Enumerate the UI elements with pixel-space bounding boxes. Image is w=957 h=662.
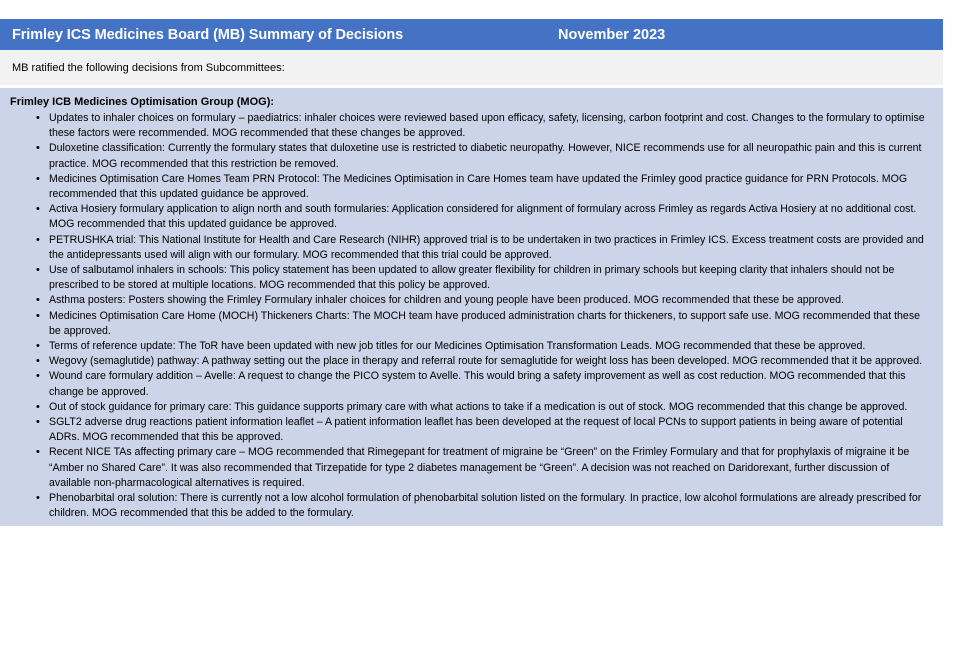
page-title: Frimley ICS Medicines Board (MB) Summary of Decisions [12,26,404,43]
list-item [36,172,933,202]
list-item-text: Recent NICE TAs affecting primary care – MOG recommended that Rimegepant for treatment of migraine be “Green” on the Frimley Formulary and that for prophylaxis of migraine it be “Amber no Shared Care”. It was also recommended that Tirzepatide for type 2 diabetes management be “Green”. A decision was not reached on Daridorexant, further discussion of available non-pharmacological alternatives is required. [49,446,910,489]
list-item [36,309,933,339]
list-item-text: Out of stock guidance for primary care: This guidance supports primary care with what actions to take if a medication is out of stock. MOG recommended that this change be approved. [49,400,908,413]
list-item-text: Phenobarbital oral solution: There is currently not a low alcohol formulation of phenobarbital solution listed on the formulary. In practice, low alcohol formulations are already prescribed for children. MOG recommended that this be added to the formulary. [49,492,922,520]
bullet-icon: • [36,446,40,459]
intro-band [0,50,943,85]
list-item [36,141,933,171]
list-item-text: Medicines Optimisation Care Home (MOCH) Thickeners Charts: The MOCH team have produced administration charts for thickeners, to support safe use. MOG recommended that these be approved. [49,309,921,337]
bullet-icon: • [36,370,40,383]
bullet-icon: • [36,309,40,322]
list-item [36,415,933,445]
list-item-text: PETRUSHKA trial: This National Institute for Health and Care Research (NIHR) approved trial is to be undertaken in two practices in Frimley ICS. Excess treatment costs are provided and the antidepressants used will align with our formulary. MOG recommended that this trial could be approved. [49,233,924,261]
bullet-icon: • [36,203,40,216]
decisions-block [0,88,943,526]
bullet-icon: • [36,416,40,429]
list-item [36,369,933,399]
bullet-icon: • [36,294,40,307]
list-item [36,293,933,308]
list-item [36,263,933,293]
bullet-icon: • [36,355,40,368]
decision-list [0,111,943,521]
bullet-icon: • [36,400,40,413]
list-item [36,111,933,141]
list-item [36,491,933,521]
list-item-text: Medicines Optimisation Care Homes Team PRN Protocol: The Medicines Optimisation in Care Homes team have updated the Frimley good practice guidance for PRN Protocols. MOG recommended that this updated guidance be approved. [49,172,908,201]
group-heading: Frimley ICB Medicines Optimisation Group (MOG): [10,96,275,108]
list-item [36,400,933,415]
bullet-icon: • [36,142,40,155]
list-item [36,354,933,369]
list-item-text: Wegovy (semaglutide) pathway: A pathway setting out the place in therapy and referral route for semaglutide for weight loss has been developed. MOG recommended that it be approved. [49,355,923,368]
list-item [36,233,933,263]
bullet-icon: • [36,492,40,505]
intro-text: MB ratified the following decisions from Subcommittees: [12,61,285,74]
list-item [36,202,933,232]
list-item [36,339,933,354]
list-item-text: Terms of reference update: The ToR have been updated with new job titles for our Medicines Optimisation Transformation Leads. MOG recommended that these be approved. [49,340,866,353]
list-item-text: Duloxetine classification: Currently the formulary states that duloxetine use is restricted to diabetic neuropathy. However, NICE recommends use for all neuropathic pain and this is current practice. MOG recommended that this restriction be removed. [49,142,922,170]
list-item-text: Asthma posters: Posters showing the Frimley Formulary inhaler choices for children and young people have been produced. MOG recommended that these be approved. [49,294,844,307]
list-item-text: Use of salbutamol inhalers in schools: This policy statement has been updated to allow greater flexibility for children in primary schools but keeping clarity that inhalers should not be prescribed to be stored at multiple locations. MOG recommended that this policy be approved. [49,264,895,292]
document-date: November 2023 [558,26,666,43]
document-header-bar [0,19,943,50]
list-item-text: Updates to inhaler choices on formulary – paediatrics: inhaler choices were reviewed based upon efficacy, safety, licensing, carbon footprint and cost. Changes to the formulary to optimise these factors were recommended. MOG recommended that these changes be approved. [49,112,925,140]
list-item [36,445,933,491]
bullet-icon: • [36,264,40,277]
bullet-icon: • [36,172,40,185]
bullet-icon: • [36,233,40,246]
list-item-text: Activa Hosiery formulary application to align north and south formularies: Application considered for alignment of formulary across Frimley as regards Activa Hosiery at no additional cost. MOG recommended that this updated guidance be approved. [49,203,917,231]
bullet-icon: • [36,340,40,353]
bullet-icon: • [36,112,40,124]
list-item-text: Wound care formulary addition – Avelle: A request to change the PICO system to Avelle. This would bring a safety improvement as well as cost reduction. MOG recommended that this change be approved. [49,370,906,398]
list-item-text: SGLT2 adverse drug reactions patient information leaflet – A patient information leaflet has been developed at the request of local PCNs to support patients in being aware of potential ADRs. MOG recommended that this be approved. [49,416,903,444]
